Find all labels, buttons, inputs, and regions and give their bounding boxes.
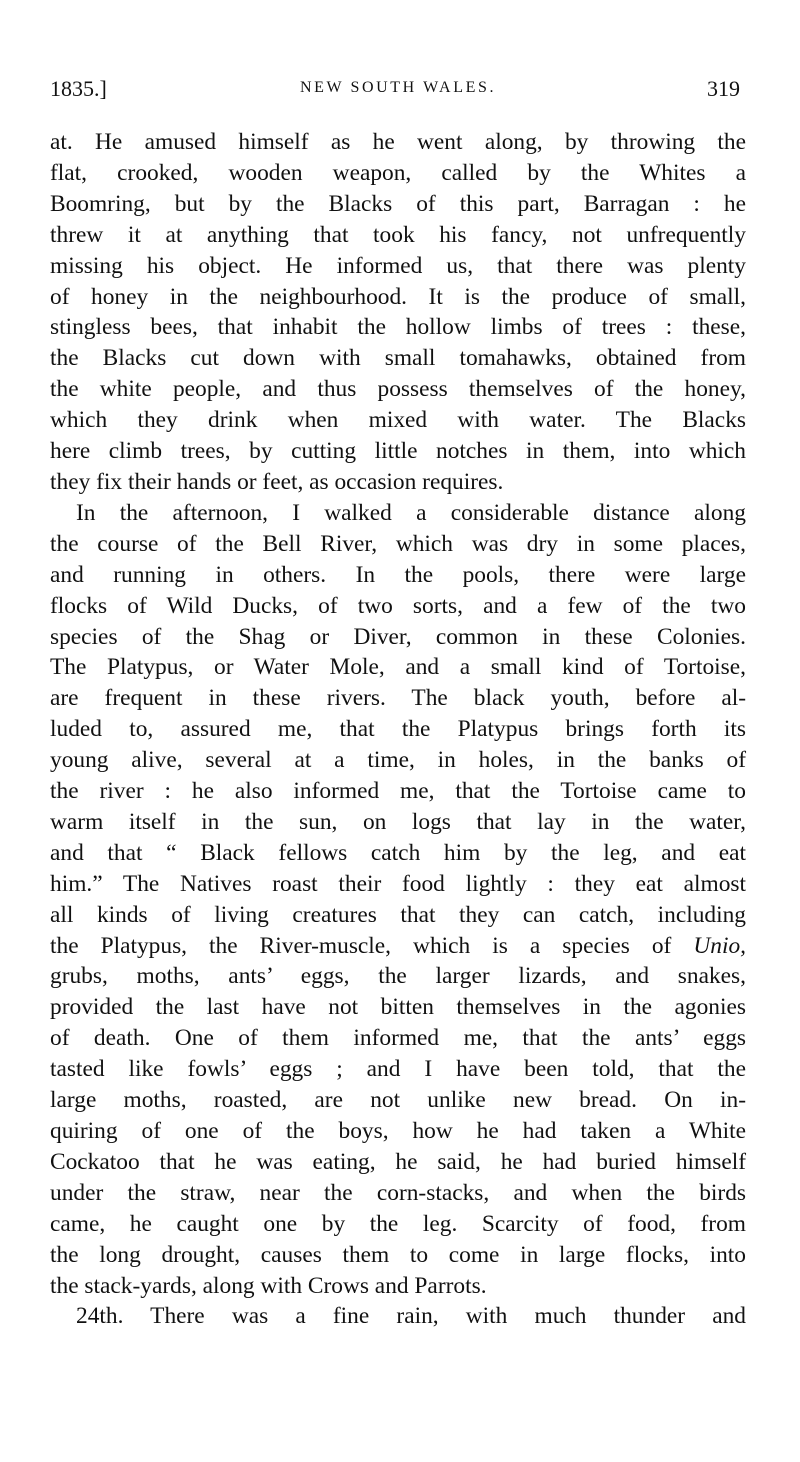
text-line: here climb trees, by cutting little notches in them, into which (50, 438, 746, 465)
text-line (50, 931, 746, 962)
text-line: the river : he also informed me, that the Tortoise came to (50, 778, 746, 805)
text-line: The Platypus, or Water Mole, and a small kind of Tortoise, (50, 654, 746, 681)
text-line: grubs, moths, ants’ eggs, the larger lizards, and snakes, (50, 963, 746, 990)
book-page (50, 76, 746, 1332)
text-line: Boomring, but by the Blacks of this part, Barragan : he (50, 190, 746, 217)
text-line: provided the last have not bitten themselves in the agonies (50, 994, 746, 1021)
text-line: the white people, and thus possess themselves of the honey, (50, 376, 746, 403)
text-line: In the afternoon, I walked a considerable distance along (76, 499, 746, 526)
text-line: young alive, several at a time, in holes, in the banks of (50, 747, 746, 774)
text-line: flat, crooked, wooden weapon, called by the Whites a (50, 159, 746, 186)
text-line: the course of the Bell River, which was dry in some places, (50, 530, 746, 557)
text-line: they fix their hands or feet, as occasion requires. (50, 468, 504, 495)
text-line: Cockatoo that he was eating, he said, he had buried himself (50, 1148, 746, 1175)
text-line: the long drought, causes them to come in large flocks, into (50, 1241, 746, 1268)
text-line: large moths, roasted, are not unlike new bread. On in- (50, 1087, 746, 1114)
text-line: all kinds of living creatures that they can catch, including (50, 901, 746, 928)
page-number: 319 (707, 76, 740, 101)
text-line: and running in others. In the pools, there were large (50, 561, 746, 588)
text-line: of death. One of them informed me, that the ants’ eggs (50, 1025, 746, 1052)
text-line: luded to, assured me, that the Platypus brings forth its (50, 716, 746, 743)
text-line: the stack-yards, along with Crows and Parrots. (50, 1272, 487, 1299)
text-line: quiring of one of the boys, how he had taken a White (50, 1118, 746, 1144)
text-line: of honey in the neighbourhood. It is the produce of small, (50, 283, 746, 310)
text-line: which they drink when mixed with water. The Blacks (50, 407, 746, 434)
text-line: the Blacks cut down with small tomahawks, obtained from (50, 345, 746, 372)
running-head (50, 76, 746, 110)
text-line: under the straw, near the corn-stacks, and when the birds (50, 1179, 746, 1206)
text-line: flocks of Wild Ducks, of two sorts, and a few of the two (50, 592, 746, 619)
text-line: him.” The Natives roast their food lightly : they eat almost (50, 870, 746, 897)
text-line: and that “ Black fellows catch him by the leg, and eat (50, 839, 746, 866)
text-line: tasted like fowls’ eggs ; and I have been told, that the (50, 1056, 746, 1083)
text-line: are frequent in these rivers. The black youth, before al- (50, 685, 746, 712)
text-line: warm itself in the sun, on logs that lay in the water, (50, 808, 746, 835)
text-line: species of the Shag or Diver, common in these Colonies. (50, 623, 746, 650)
text-line: threw it at anything that took his fancy, not unfrequently (50, 221, 746, 248)
text-line: at. He amused himself as he went along, by throwing the (50, 129, 746, 155)
body-text (50, 127, 746, 1332)
running-head-year: 1835.] (50, 76, 107, 101)
text-line: missing his object. He informed us, that there was plenty (50, 252, 746, 279)
text-line-roman: the Platypus, the River-muscle, which is a species of (50, 932, 694, 959)
text-line: came, he caught one by the leg. Scarcity of food, from (50, 1210, 746, 1237)
text-line: stingless bees, that inhabit the hollow limbs of trees : these, (50, 314, 746, 341)
running-head-title: NEW SOUTH WALES. (299, 79, 497, 96)
text-line: 24th. There was a fine rain, with much thunder and (76, 1303, 746, 1330)
text-line-italic: Unio, (693, 932, 746, 959)
